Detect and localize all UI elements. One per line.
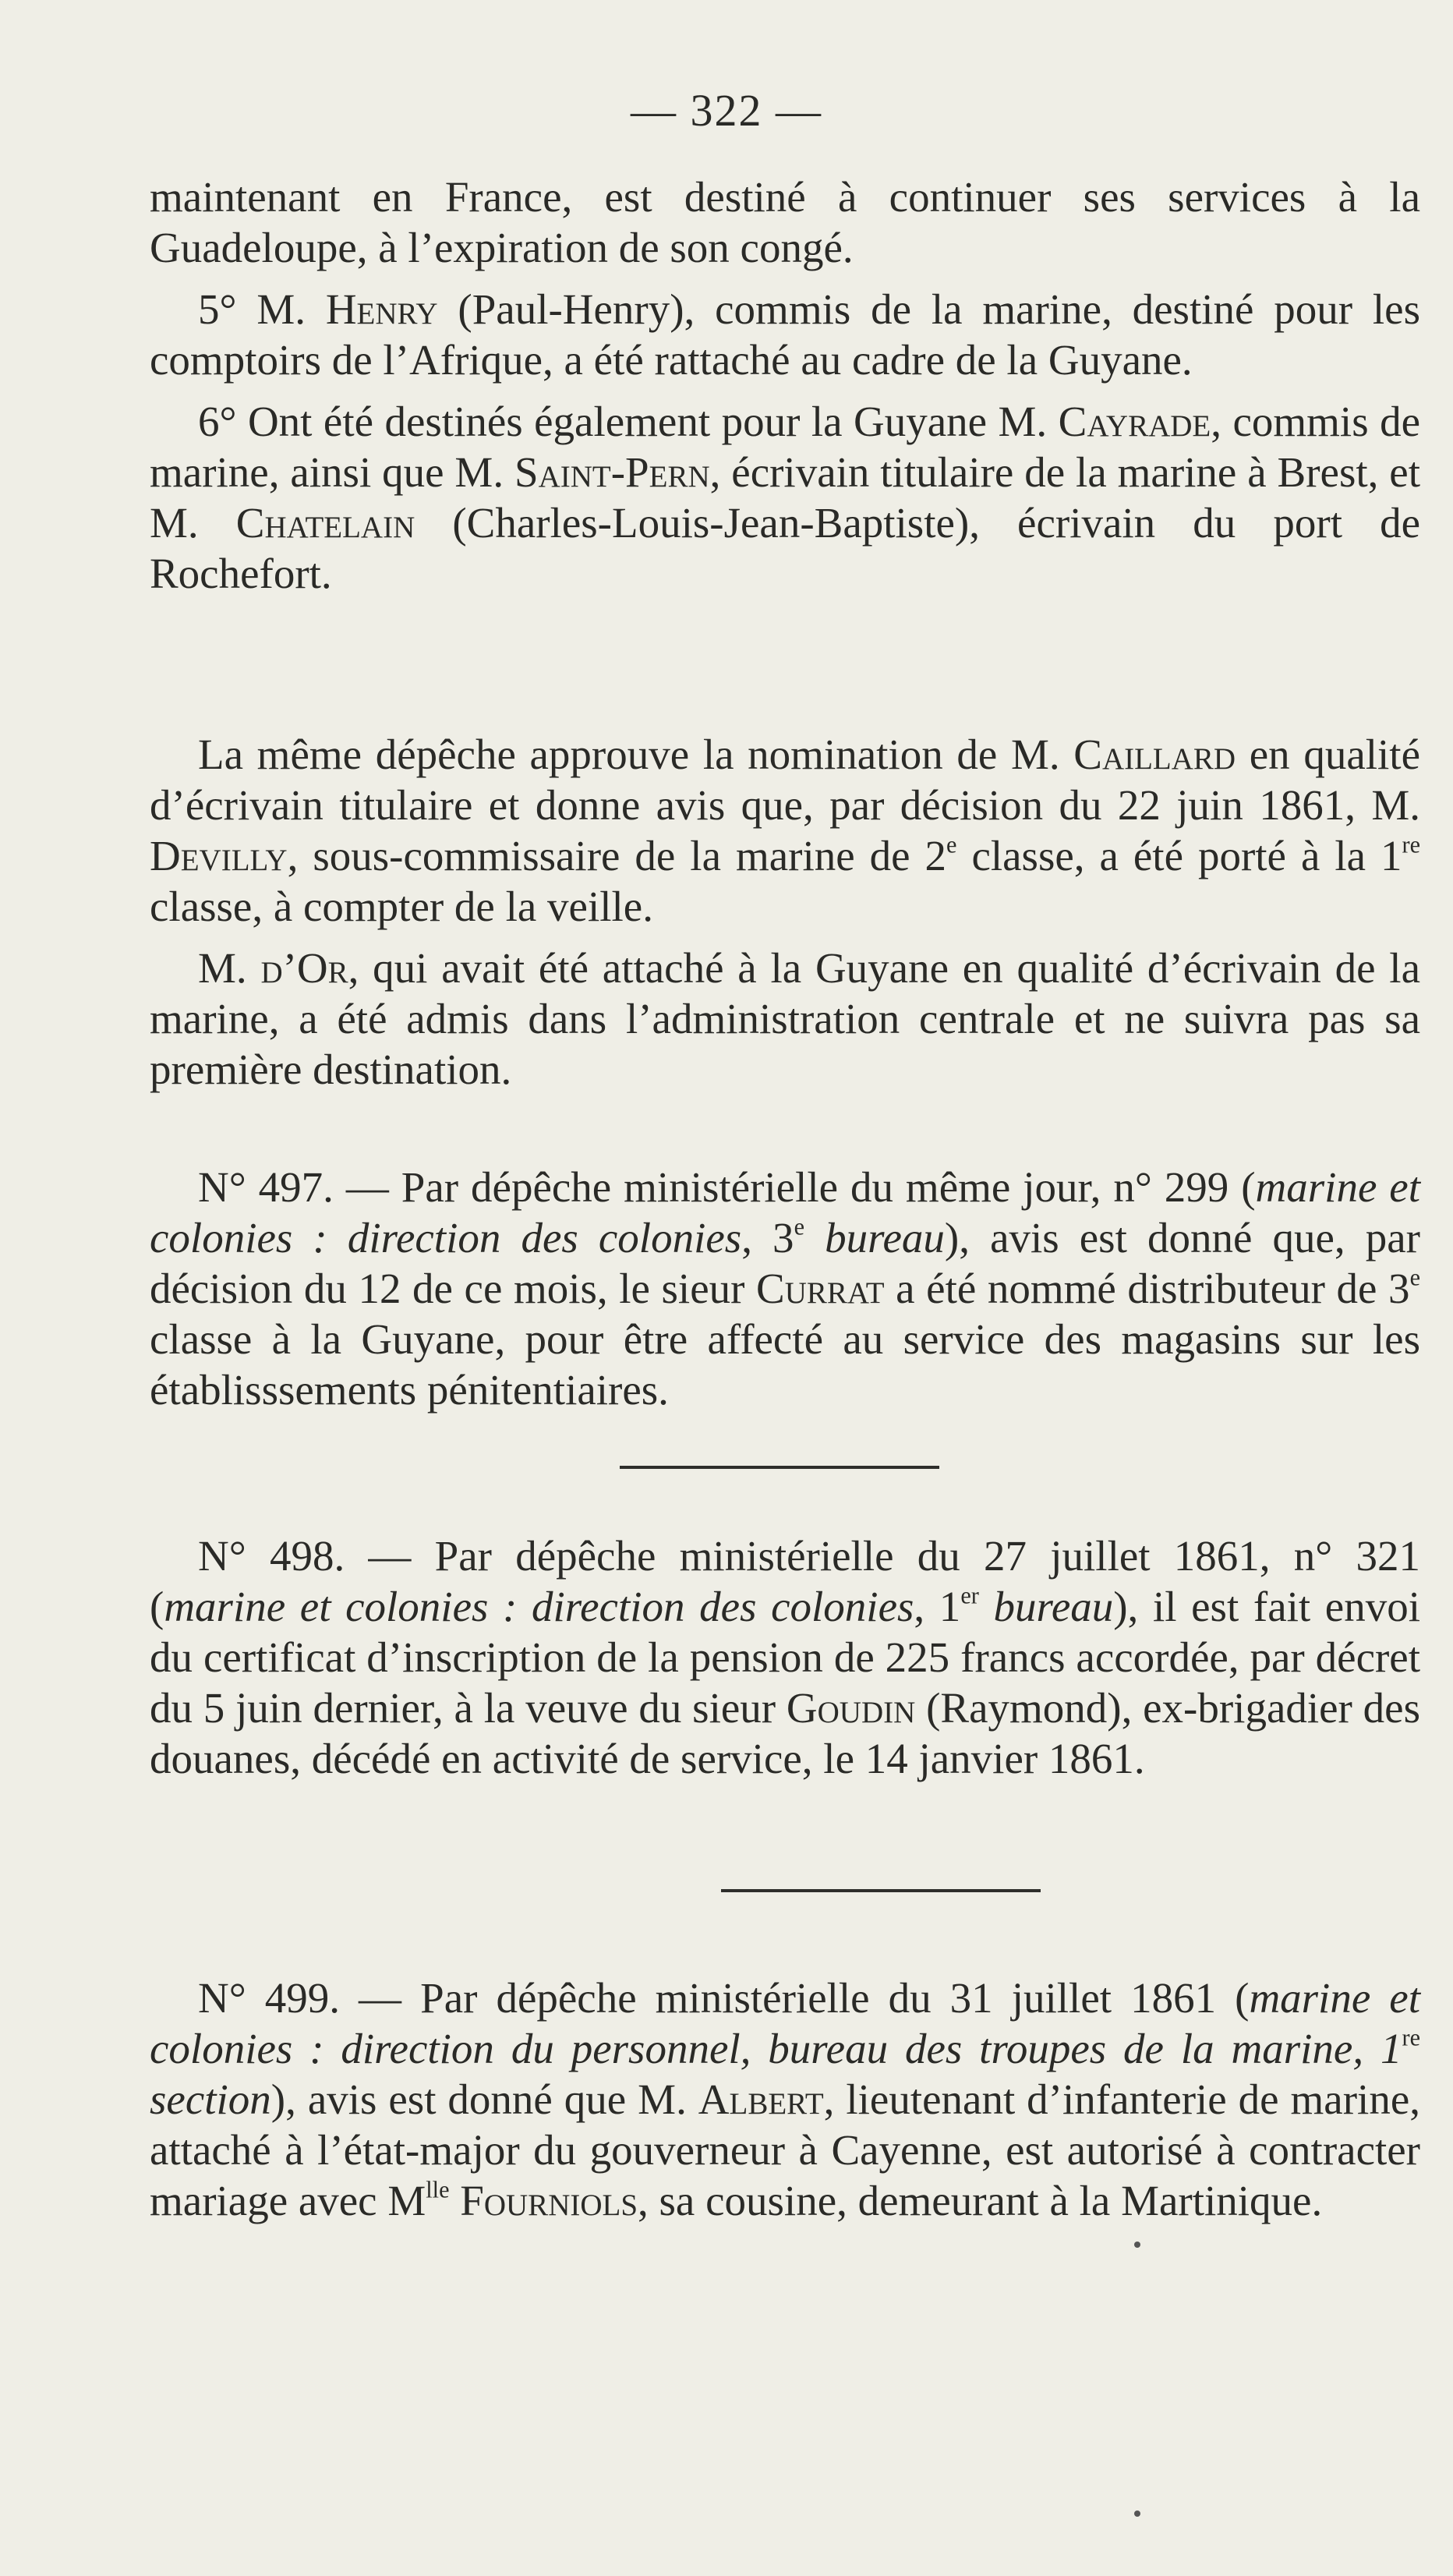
person-name: Cayrade — [1058, 398, 1211, 445]
text-run: M. — [198, 944, 261, 992]
text-run: en qualité d’écrivain titulaire et donne avis que, par décision du 22 juin 1861, M. — [150, 731, 1420, 829]
entry-499 — [150, 1973, 1420, 2226]
text-run: ), avis est donné que, par décision du 12 de ce mois, le sieur — [150, 1214, 1421, 1312]
text-run: , sa cousine, demeurant à la Martinique. — [638, 2177, 1323, 2224]
paragraph-1: maintenant en France, est destiné à continuer ses services à la Guadeloupe, à l’expiration de son congé. — [150, 173, 1420, 271]
italic-reference: marine et colonies : direction des colonies — [164, 1583, 914, 1630]
page-number: — 322 — — [631, 85, 822, 136]
text-run: (Raymond), ex-brigadier des douanes, décédé en activité de service, le 14 janvier 1861. — [150, 1684, 1420, 1782]
superscript: e — [794, 1213, 804, 1240]
ink-speck — [1134, 2511, 1140, 2517]
text-run: (Paul-Henry), commis de la marine, destiné pour les comptoirs de l’Afrique, a été rattaché au cadre de la Guyane. — [150, 285, 1420, 384]
text-run: , qui avait été attaché à la Guyane en qualité d’écrivain de la marine, a été admis dans l’administration centrale et ne suivra pas sa première destination. — [150, 944, 1420, 1093]
person-name: Henry — [325, 285, 438, 333]
text-run: , 3 — [741, 1214, 794, 1261]
text-run: , 1 — [914, 1583, 961, 1630]
text-run: La même dépêche approuve la nomination de M. — [198, 731, 1074, 778]
text-run: ), avis est donné que M. — [270, 2075, 698, 2123]
paragraph-3 — [150, 396, 1420, 599]
person-name: Devilly — [150, 832, 288, 879]
text-run: N° 497. — Par dépêche ministérielle du même jour, n° 299 ( — [198, 1163, 1256, 1211]
paragraph-2 — [150, 284, 1420, 385]
superscript: lle — [426, 2176, 450, 2203]
text-run: classe, a été porté à la 1 — [956, 832, 1402, 879]
text-run: classe à la Guyane, pour être affecté au service des magasins sur les établisssements pénitentiaires. — [150, 1315, 1420, 1414]
person-name: Currat — [756, 1265, 885, 1312]
text-run: N° 498. — Par dépêche ministérielle du 27 juillet 1861, n° 321 ( — [150, 1532, 1420, 1630]
superscript: re — [1402, 831, 1420, 858]
paragraph-4 — [150, 729, 1420, 932]
text-run: N° 499. — Par dépêche ministérielle du 31 juillet 1861 ( — [198, 1974, 1250, 2022]
separator-rule — [721, 1889, 1041, 1892]
person-name: Fourniols — [460, 2177, 638, 2224]
text-run: , lieutenant d’infanterie de marine, attaché à l’état-major du gouverneur à Cayenne, est autorisé à contracter mariage avec M — [150, 2075, 1420, 2224]
person-name: d’Or — [260, 944, 348, 992]
text-run: , écrivain titulaire de la marine à Brest, et M. — [150, 448, 1420, 547]
paragraph-7 — [150, 1530, 1420, 1784]
paragraph-8 — [150, 1973, 1420, 2226]
text-run: ), il est fait envoi du certificat d’inscription de la pension de 225 francs accordée, par décret du 5 juin dernier, à la veuve du sieur — [150, 1583, 1420, 1732]
paragraph-5 — [150, 943, 1420, 1095]
person-name: Albert — [698, 2075, 824, 2123]
superscript: er — [960, 1582, 979, 1609]
text-run: , sous-commissaire de la marine de 2 — [287, 832, 947, 879]
entry-497 — [150, 1162, 1420, 1415]
text-run — [450, 2177, 461, 2224]
person-name: Caillard — [1073, 731, 1236, 778]
text-run: classe, à compter de la veille. — [150, 883, 653, 930]
italic-reference: bureau — [978, 1583, 1114, 1630]
section-caillard — [150, 729, 1420, 1095]
text-run: 6° Ont été destinés également pour la Guyane M. — [198, 398, 1059, 445]
text-run: , commis de marine, ainsi que M. — [150, 398, 1420, 496]
person-name: Goudin — [786, 1684, 916, 1732]
italic-reference: marine et colonies : direction des colonies — [150, 1163, 1420, 1261]
ink-speck — [1134, 2242, 1140, 2248]
italic-reference: marine et colonies : direction du personnel, bureau des troupes de la marine, 1 — [150, 1974, 1420, 2072]
superscript: re — [1402, 2024, 1420, 2051]
text-run: 5° M. — [198, 285, 326, 333]
section-top — [150, 172, 1420, 599]
person-name: Saint-Pern — [514, 448, 710, 496]
paragraph-6 — [150, 1162, 1420, 1415]
superscript: e — [1409, 1264, 1420, 1291]
italic-reference: bureau — [804, 1214, 945, 1261]
italic-reference: section — [150, 2075, 271, 2123]
superscript: e — [946, 831, 957, 858]
separator-rule — [620, 1466, 939, 1469]
person-name: Chatelain — [235, 499, 415, 547]
text-run: a été nommé distributeur de 3 — [884, 1265, 1410, 1312]
entry-498 — [150, 1530, 1420, 1784]
text-run: (Charles-Louis-Jean-Baptiste), écrivain du port de Rochefort. — [150, 499, 1421, 597]
